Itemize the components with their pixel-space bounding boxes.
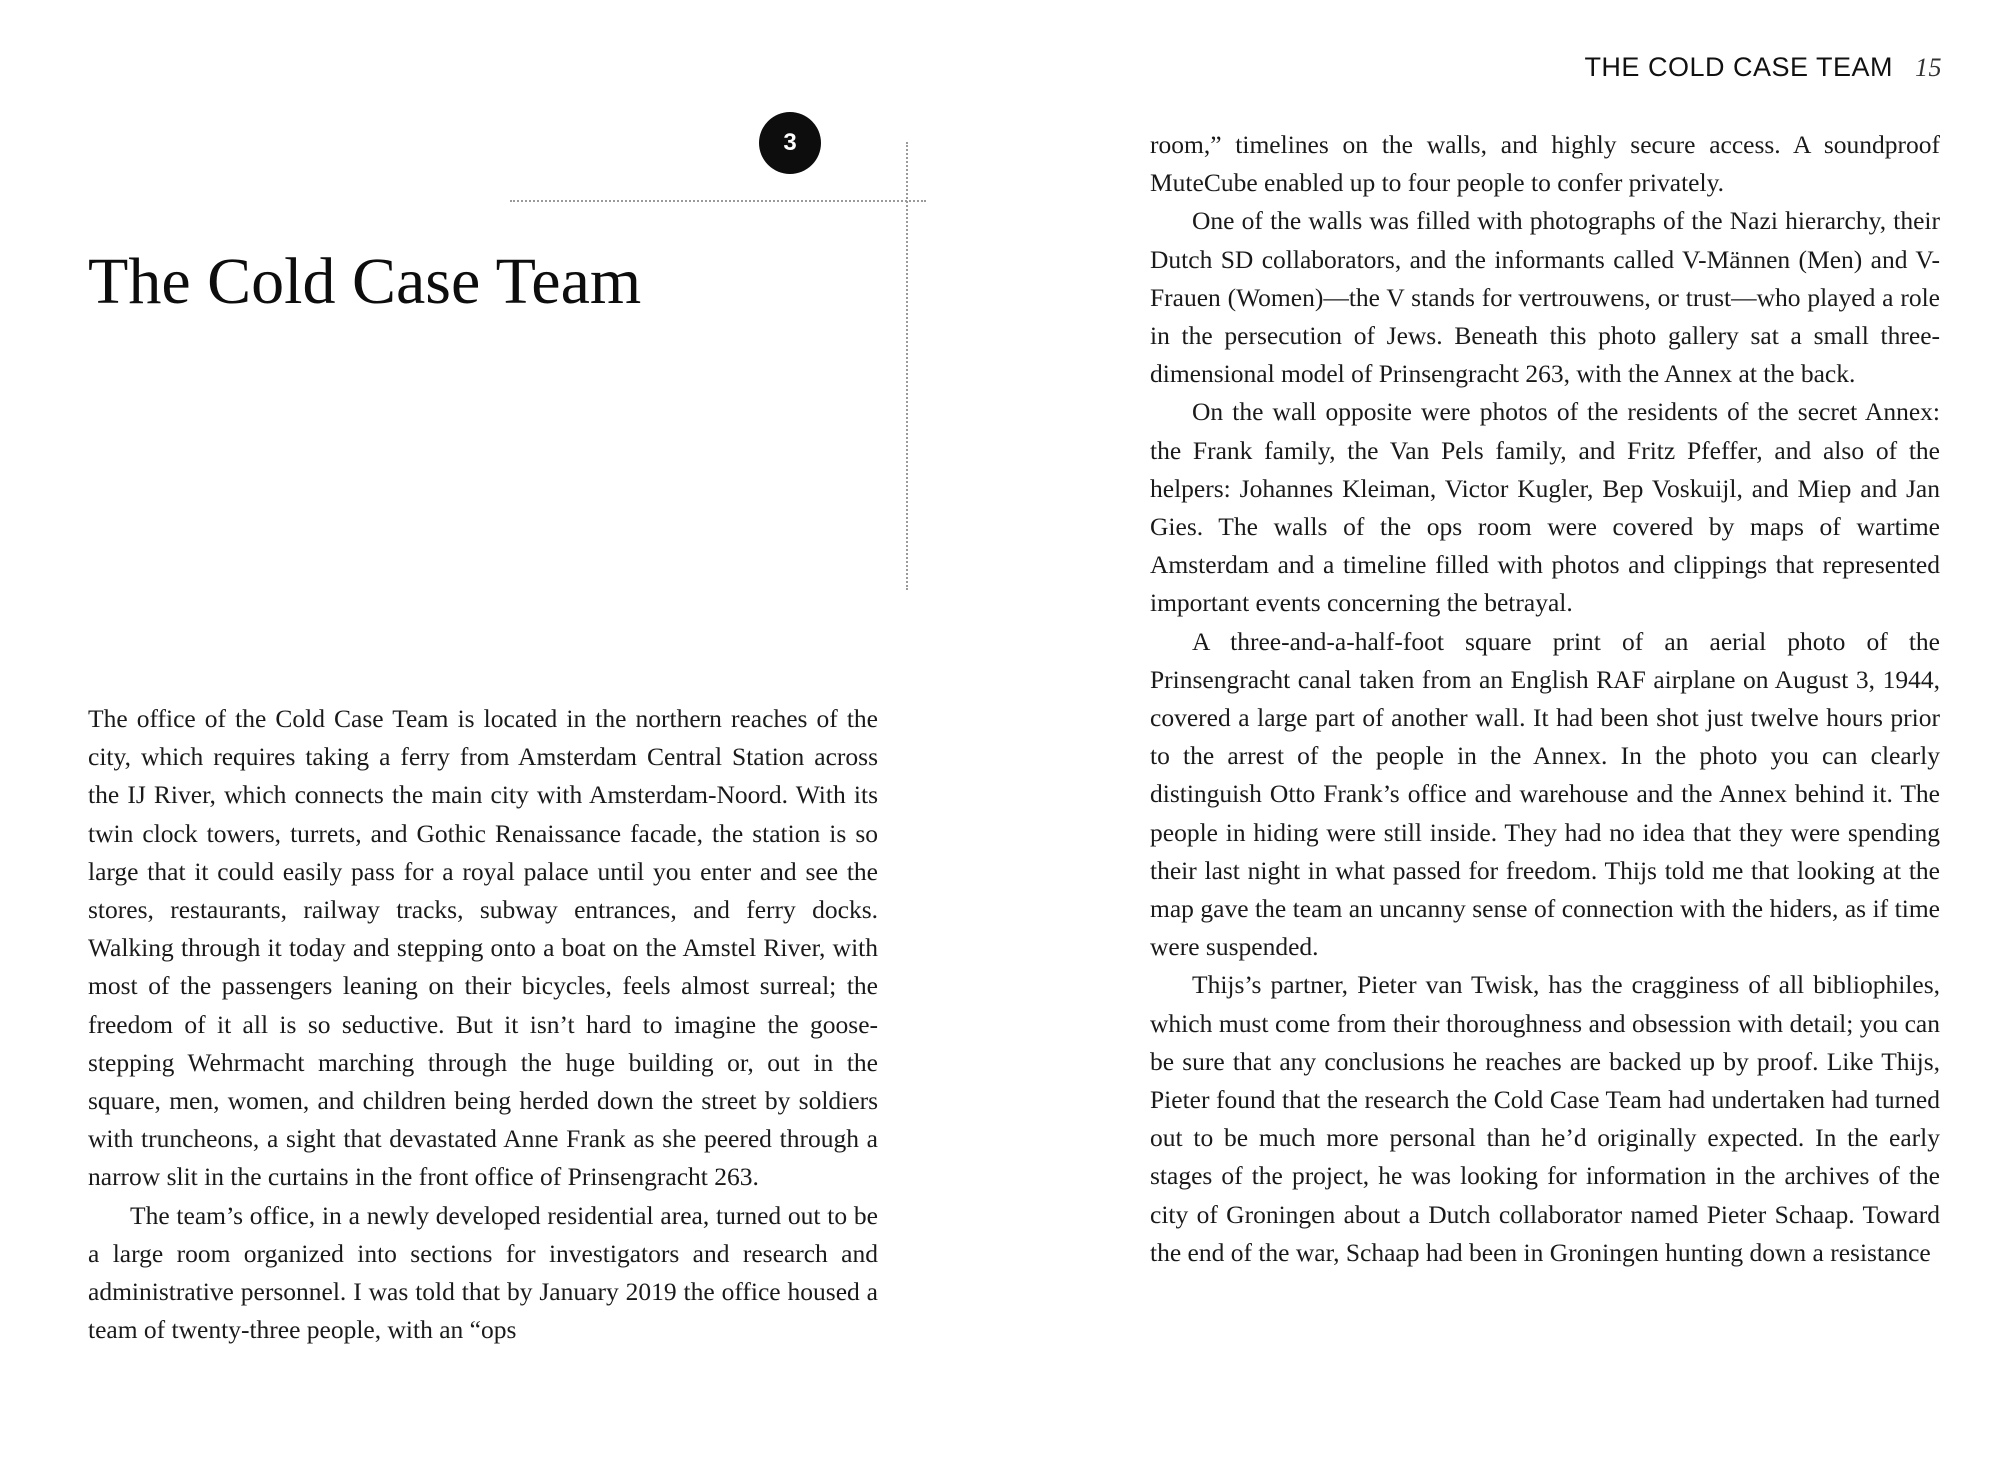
chapter-title: The Cold Case Team (88, 245, 642, 318)
ornament-horizontal-rule (510, 200, 926, 202)
ornament-vertical-rule (906, 142, 908, 590)
running-head-title: THE COLD CASE TEAM (1584, 52, 1893, 82)
chapter-number: 3 (783, 129, 797, 156)
paragraph: The team’s office, in a newly developed residential area, turned out to be a large room organized into sections for investigators and research and administrative personnel. I was told that by January 2019 the office housed a team of twenty-three people, with an “ops (88, 1200, 878, 1345)
right-page (1000, 0, 2000, 1459)
paragraph: One of the walls was filled with photographs of the Nazi hierarchy, their Dutch SD collaborators, and the informants called V-Männen (Men) and V-Frauen (Women)—the V stands for vertrouwens, or trust—who played a role in the persecution of Jews. Beneath this photo gallery sat a small three-dimensional model of Prinsengracht 263, with the Annex at the back. (1150, 206, 1940, 389)
paragraph: A three-and-a-half-foot square print of an aerial photo of the Prinsengracht canal taken from an English RAF airplane on August 3, 1944, covered a large part of another wall. It had been shot just twelve hours prior to the arrest of the people in the Annex. In the photo you can clearly distinguish Otto Frank’s office and warehouse and the Annex behind it. The people in hiding were still inside. They had no idea that they were spending their last night in what passed for freedom. Thijs told me that looking at the map gave the team an uncanny sense of connection with the hiders, as if time were suspended. (1150, 626, 1940, 962)
paragraph: On the wall opposite were photos of the residents of the secret Annex: the Frank family, the Van Pels family, and Fritz Pfeffer, and also of the helpers: Johannes Kleiman, Victor Kugler, Bep Voskuijl, and Miep and Jan Gies. The walls of the ops room were covered by maps of wartime Amsterdam and a timeline filled with photos and clippings that represented important events concerning the betrayal. (1150, 397, 1940, 618)
paragraph: Thijs’s partner, Pieter van Twisk, has the cragginess of all bibliophiles, which must come from their thoroughness and obsession with detail; you can be sure that any conclusions he reaches are backed up by proof. Like Thijs, Pieter found that the research the Cold Case Team had undertaken had turned out to be much more personal than he’d originally expected. In the early stages of the project, he was looking for information in the archives of the city of Groningen about a Dutch collaborator named Pieter Schaap. Toward the end of the war, Schaap had been in Groningen hunting down a resistance (1150, 970, 1940, 1267)
running-head (1584, 52, 1942, 83)
page-number: 15 (1915, 53, 1942, 82)
left-body-text (88, 700, 878, 1349)
chapter-number-badge (759, 112, 821, 174)
paragraph: room,” timelines on the walls, and highly secure access. A soundproof MuteCube enabled up to four people to confer privately. (1150, 130, 1940, 198)
right-body-text (1150, 126, 1940, 1272)
paragraph: The office of the Cold Case Team is located in the northern reaches of the city, which requires taking a ferry from Amsterdam Central Station across the IJ River, which connects the main city with Amsterdam-Noord. With its twin clock towers, turrets, and Gothic Renaissance facade, the station is so large that it could easily pass for a royal palace until you enter and see the stores, restaurants, railway tracks, subway entrances, and ferry docks. Walking through it today and stepping onto a boat on the Amstel River, with most of the passengers leaning on their bicycles, feels almost surreal; the freedom of it all is so seductive. But it isn’t hard to imagine the goose-stepping Wehrmacht marching through the huge building or, out in the square, men, women, and children being herded down the street by soldiers with truncheons, a sight that devastated Anne Frank as she peered through a narrow slit in the curtains in the front office of Prinsengracht 263. (88, 704, 878, 1192)
